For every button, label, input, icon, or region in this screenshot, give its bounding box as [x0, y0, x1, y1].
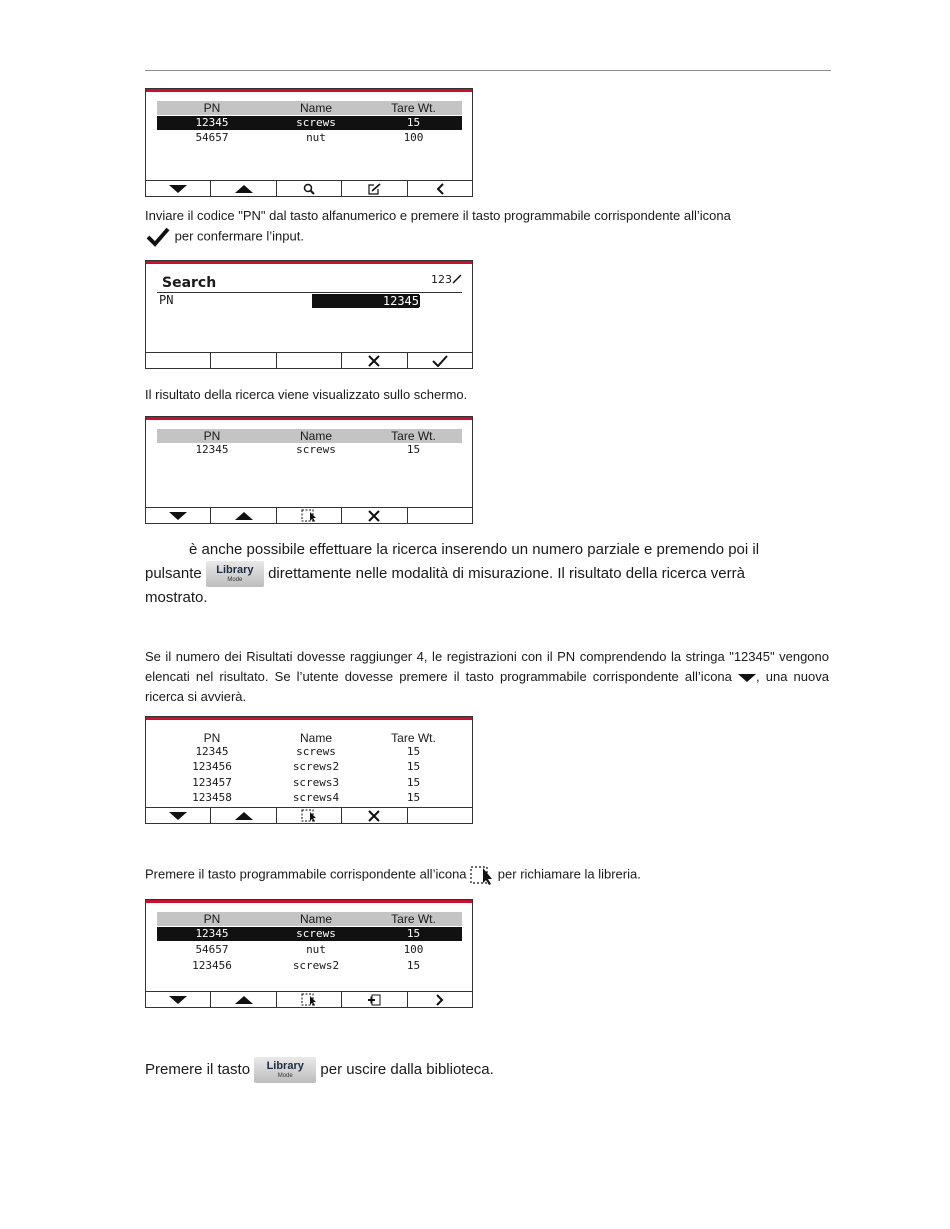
cell-tare: 15 — [406, 760, 421, 773]
softkey-up[interactable] — [211, 508, 276, 523]
cell-name: screws — [296, 443, 336, 456]
add-icon — [367, 994, 382, 1006]
cell-pn: 12345 — [195, 116, 229, 129]
paragraph-text: Se il numero dei Risultati dovesse raggiunger 4, le registrazioni con il PN comprendendo la stringa "12345" vengono elencati nel risultato. Se l’utente dovesse premere il tasto programmabile corrispondente all’icona — [145, 649, 829, 684]
library-button-label: Library — [216, 564, 254, 576]
screen-title: Search — [162, 275, 217, 291]
softkey-forward[interactable] — [408, 992, 472, 1007]
header-rule — [145, 70, 831, 71]
column-header-name: Name — [299, 101, 332, 115]
status-bar — [146, 717, 472, 720]
softkey-bar — [146, 352, 472, 368]
library-button-sublabel: Mode — [227, 577, 243, 583]
column-header-tare: Tare Wt. — [391, 101, 436, 115]
column-header-name: Name — [299, 731, 332, 745]
softkey-bar — [146, 180, 472, 196]
paragraph-text: pulsante — [145, 564, 202, 582]
confirm-icon — [432, 355, 448, 367]
cell-pn: 123456 — [192, 760, 232, 773]
instruction-paragraph — [145, 864, 829, 886]
status-bar — [146, 261, 472, 264]
paragraph-text: , una nuova ricerca si avvierà. — [145, 669, 829, 704]
cell-pn: 54657 — [195, 943, 229, 956]
softkey-edit[interactable] — [342, 181, 407, 196]
divider — [157, 292, 462, 293]
softkey-down[interactable] — [146, 508, 211, 523]
cell-tare: 15 — [406, 116, 421, 129]
softkey-search[interactable] — [277, 181, 342, 196]
paragraph-text: per richiamare la libreria. — [497, 866, 641, 882]
column-header-name: Name — [299, 429, 332, 443]
softkey-select[interactable] — [277, 808, 342, 823]
search-result-screen — [145, 716, 473, 824]
text-cursor — [419, 295, 420, 307]
softkey-bar — [146, 507, 472, 523]
select-icon — [301, 809, 317, 822]
cell-name: screws — [296, 116, 336, 129]
cell-tare: 15 — [406, 745, 421, 758]
library-button-label: Library — [266, 1060, 304, 1072]
paragraph-text: per uscire dalla biblioteca. — [320, 1060, 494, 1078]
cancel-icon — [368, 810, 380, 822]
cell-tare: 100 — [403, 943, 424, 956]
arrow-up-icon — [235, 512, 253, 520]
cell-pn: 54657 — [195, 131, 229, 144]
library-button-sublabel: Mode — [277, 1073, 293, 1079]
library-screen — [145, 88, 473, 197]
paragraph-text: per confermare l’input. — [174, 228, 304, 244]
cell-pn: 123457 — [192, 776, 232, 789]
softkey-down[interactable] — [146, 992, 211, 1007]
softkey-cancel[interactable] — [342, 508, 407, 523]
softkey-cancel[interactable] — [342, 353, 407, 368]
column-header-pn: PN — [203, 731, 221, 745]
input-mode-text: 123 — [431, 273, 452, 286]
column-header-pn: PN — [203, 101, 221, 115]
softkey-select[interactable] — [277, 508, 342, 523]
field-label: PN — [159, 293, 174, 307]
status-bar — [146, 900, 472, 903]
cell-name: screws3 — [292, 776, 340, 789]
arrow-down-icon — [738, 673, 756, 682]
softkey-blank[interactable] — [408, 808, 472, 823]
column-header-tare: Tare Wt. — [391, 731, 436, 745]
cell-tare: 15 — [406, 959, 421, 972]
cell-tare: 100 — [403, 131, 424, 144]
back-icon — [436, 183, 444, 195]
paragraph-text: Premere il tasto programmabile corrispondente all’icona — [145, 866, 467, 882]
library-screen — [145, 899, 473, 1008]
library-mode-button — [206, 561, 264, 587]
arrow-down-icon — [169, 185, 187, 193]
softkey-down[interactable] — [146, 181, 211, 196]
column-header-tare: Tare Wt. — [391, 912, 436, 926]
edit-icon — [368, 183, 381, 195]
softkey-bar — [146, 991, 472, 1007]
column-header-tare: Tare Wt. — [391, 429, 436, 443]
cell-tare: 15 — [406, 443, 421, 456]
search-result-screen — [145, 416, 473, 524]
softkey-cancel[interactable] — [342, 808, 407, 823]
instruction-paragraph — [145, 647, 829, 707]
softkey-add[interactable] — [342, 992, 407, 1007]
softkey-blank[interactable] — [277, 353, 342, 368]
paragraph-text: direttamente nelle modalità di misurazione. Il risultato della ricerca verrà — [268, 564, 745, 582]
cell-pn: 123458 — [192, 791, 232, 804]
cancel-icon — [368, 510, 380, 522]
cell-name: nut — [306, 131, 326, 144]
softkey-select[interactable] — [277, 992, 342, 1007]
arrow-up-icon — [235, 812, 253, 820]
table-row-selected[interactable] — [157, 116, 462, 130]
paragraph-text: Inviare il codice "PN" dal tasto alfanumerico e premere il tasto programmabile corrispondente all’icona — [145, 208, 731, 223]
softkey-back[interactable] — [408, 181, 472, 196]
paragraph-text: Premere il tasto — [145, 1060, 251, 1078]
column-header-pn: PN — [203, 912, 221, 926]
cell-name: screws — [296, 745, 336, 758]
library-mode-button — [254, 1057, 316, 1083]
column-header-name: Name — [299, 912, 332, 926]
arrow-up-icon — [235, 996, 253, 1004]
cell-name: screws2 — [292, 760, 340, 773]
pn-input[interactable]: 12345 — [312, 294, 419, 308]
cell-pn: 12345 — [195, 745, 229, 758]
cell-tare: 15 — [406, 927, 421, 940]
cell-tare: 15 — [406, 776, 421, 789]
cell-pn: 12345 — [195, 927, 229, 940]
cell-name: screws — [296, 927, 336, 940]
status-bar — [146, 417, 472, 420]
pencil-icon — [452, 274, 462, 284]
note-paragraph — [145, 539, 829, 609]
softkey-up[interactable] — [211, 992, 276, 1007]
cell-tare: 15 — [406, 791, 421, 804]
softkey-blank[interactable] — [408, 508, 472, 523]
softkey-up[interactable] — [211, 181, 276, 196]
paragraph-text: è anche possibile effettuare la ricerca inserendo un numero parziale e premendo poi il — [189, 541, 760, 558]
cancel-icon — [368, 355, 380, 367]
column-header-pn: PN — [203, 429, 221, 443]
softkey-blank[interactable] — [211, 353, 276, 368]
softkey-blank[interactable] — [146, 353, 211, 368]
instruction-paragraph — [145, 206, 829, 248]
softkey-bar — [146, 807, 472, 823]
cell-name: nut — [306, 943, 326, 956]
search-screen — [145, 260, 473, 369]
instruction-paragraph — [145, 1057, 829, 1083]
forward-icon — [436, 994, 444, 1006]
arrow-down-icon — [169, 512, 187, 520]
paragraph-text: mostrato. — [145, 589, 208, 606]
cell-pn: 123456 — [192, 959, 232, 972]
search-icon — [303, 183, 315, 195]
cell-name: screws2 — [292, 959, 340, 972]
checkmark-icon — [145, 226, 171, 248]
arrow-down-icon — [169, 812, 187, 820]
instruction-paragraph — [145, 385, 829, 405]
arrow-down-icon — [169, 996, 187, 1004]
softkey-down[interactable] — [146, 808, 211, 823]
paragraph-text: Il risultato della ricerca viene visualizzato sullo schermo. — [145, 387, 468, 402]
select-icon — [470, 864, 494, 886]
table-row-selected[interactable] — [157, 927, 462, 941]
cell-pn: 12345 — [195, 443, 229, 456]
arrow-up-icon — [235, 185, 253, 193]
softkey-up[interactable] — [211, 808, 276, 823]
status-bar — [146, 89, 472, 92]
input-mode-indicator — [431, 273, 462, 286]
select-icon — [301, 993, 317, 1006]
softkey-confirm[interactable] — [408, 353, 472, 368]
select-icon — [301, 509, 317, 522]
cell-name: screws4 — [292, 791, 340, 804]
